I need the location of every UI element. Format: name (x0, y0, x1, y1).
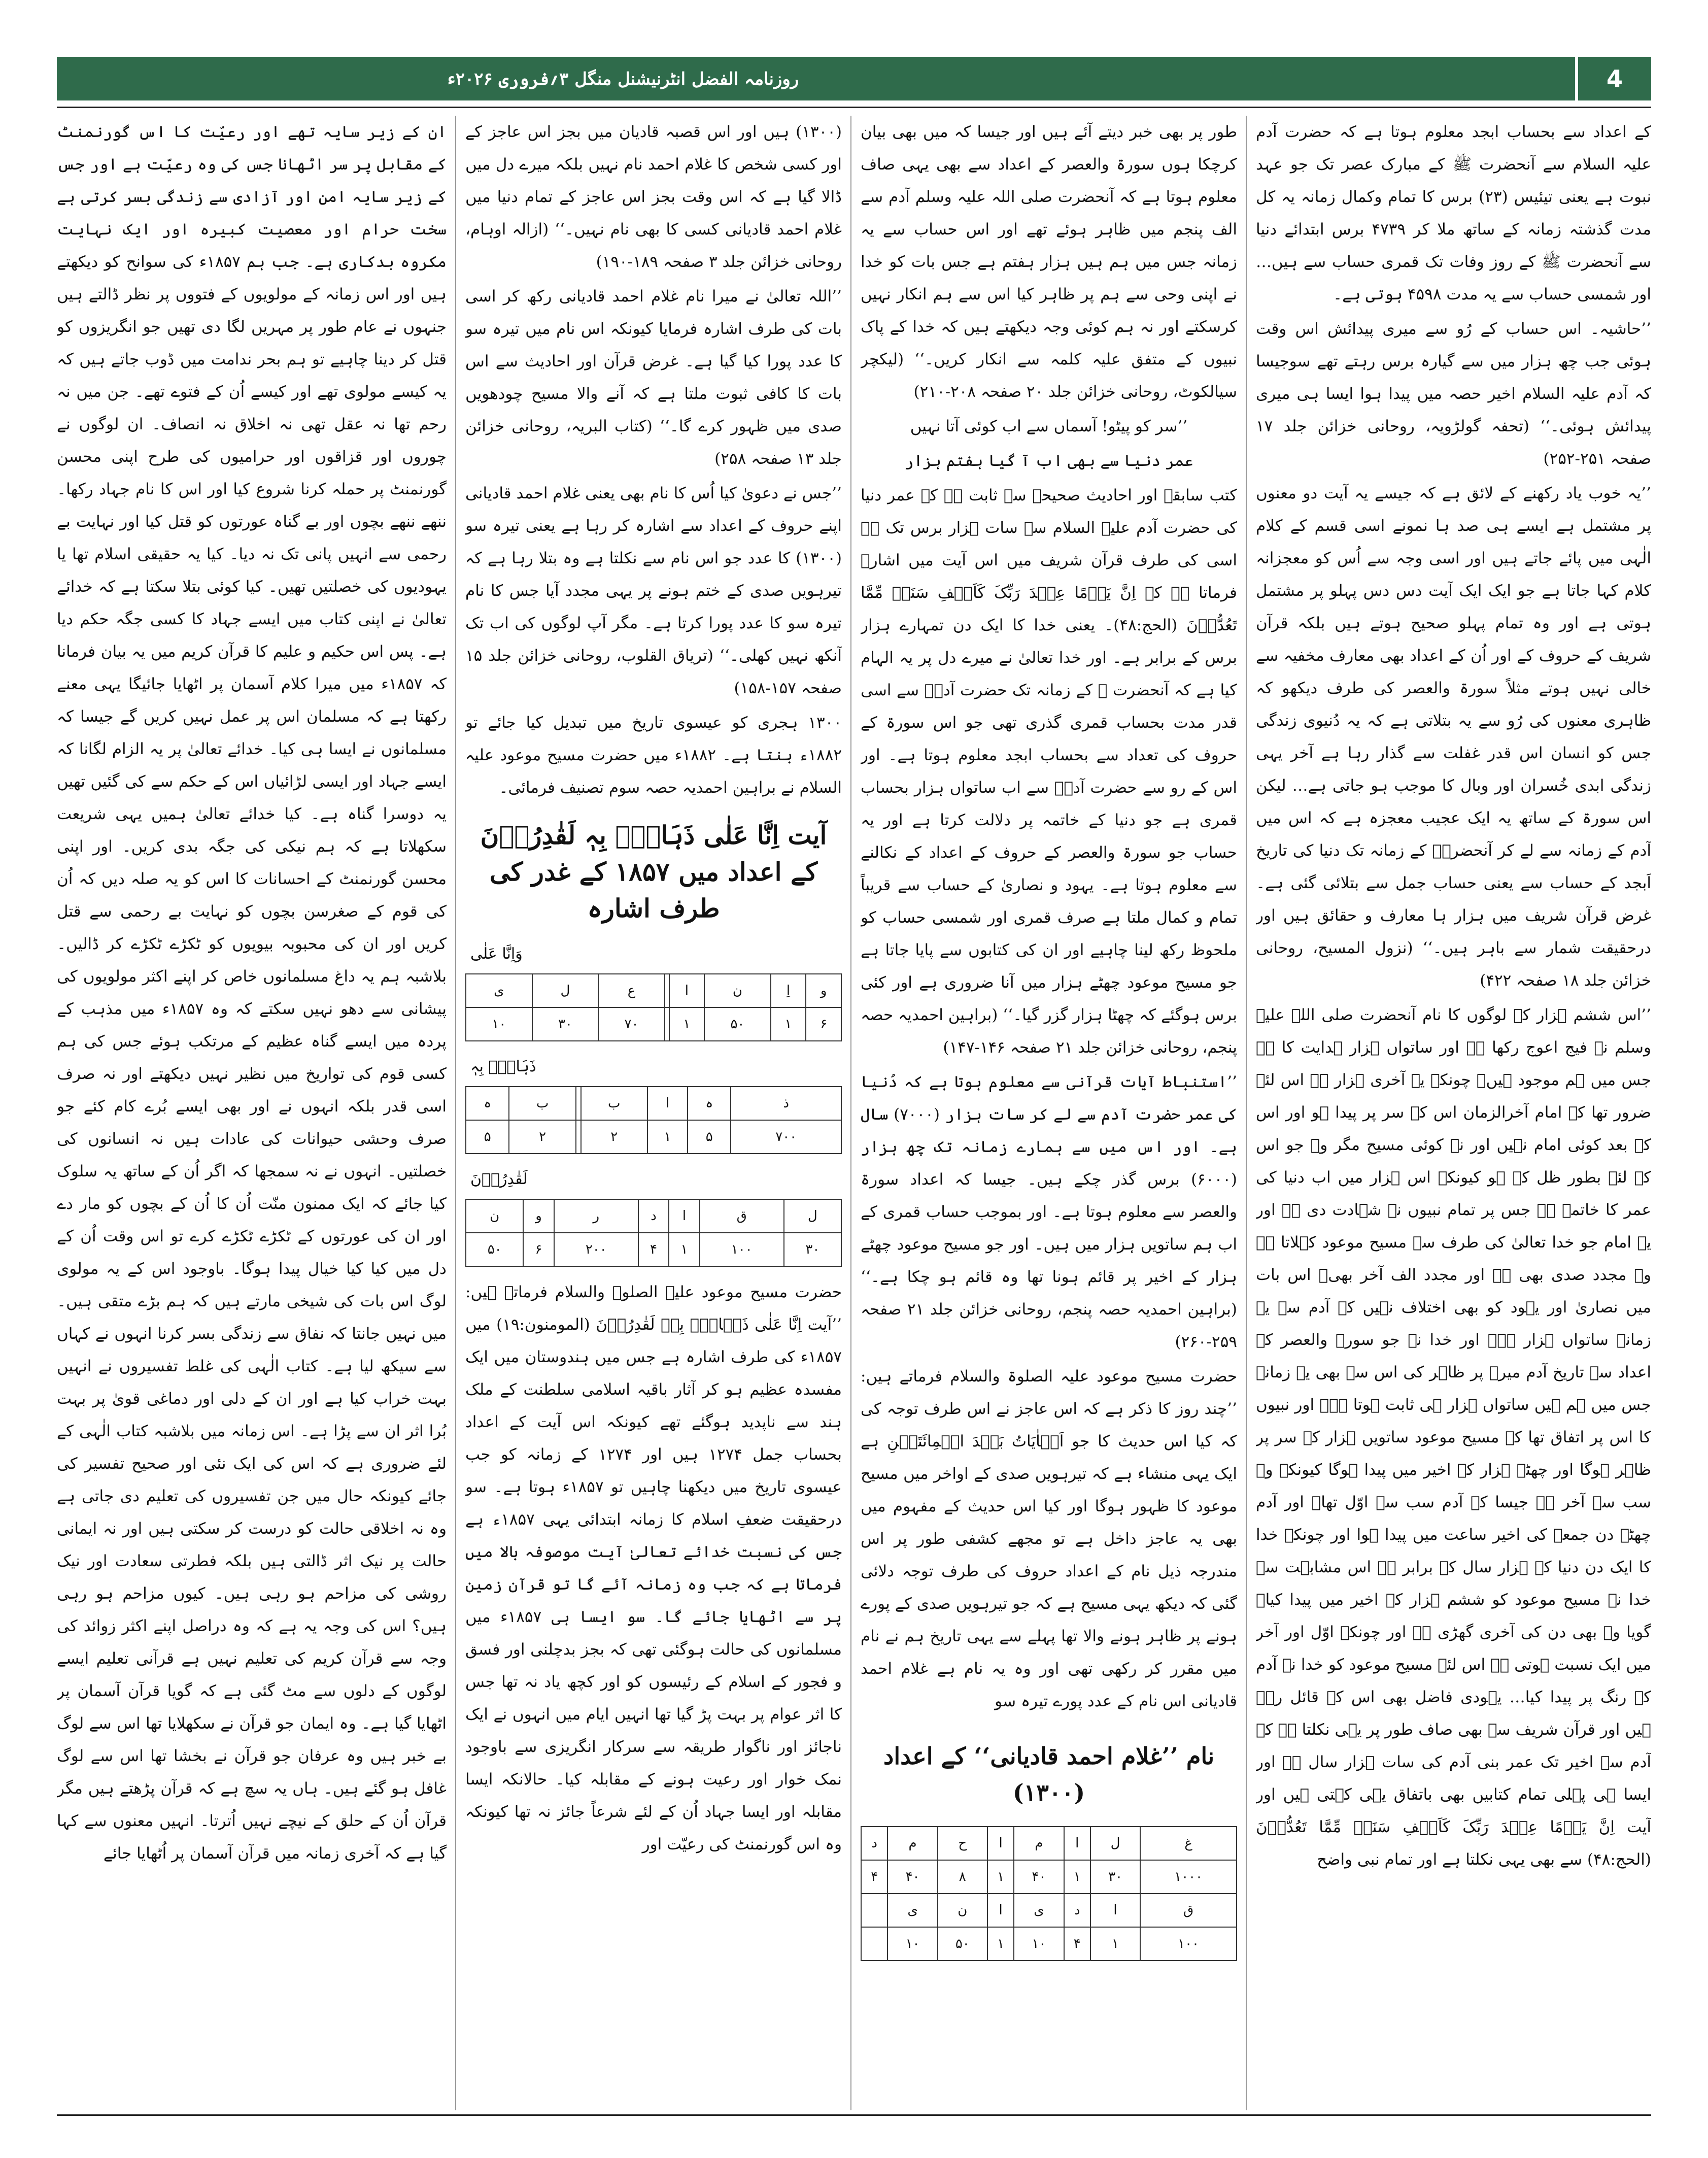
paragraph: ۱۳۰۰ ہجری کو عیسوی تاریخ میں تبدیل کیا جائے تو ۱۸۸۲ء بنتا ہے۔ ۱۸۸۲ء میں حضرت مسیح موعود علیہ السلام نے براہین احمدیہ حصہ سوم تصنیف فرمائی۔ (465, 714, 842, 797)
page-number: 4 (1575, 57, 1651, 100)
letter-cell: ع (598, 974, 665, 1007)
paragraph: ان کے زیر سایہ تھے اور رعیّت کا اس گورنمنٹ کے مقابل پر سر اٹھانا جس کی وہ رعیّت ہے اور جس کے زیر سایہ امن اور آزادی سے زندگی بسر کرتی ہے سخت حرام اور معصیت کبیرہ اور ایک نہایت مکروہ بدکاری ہے۔ جب ہم ۱۸۵۷ء کی سوانح کو دیکھتے ہیں اور اس زمانہ کے مولویوں کے فتووں پر نظر ڈالتے ہیں جنہوں نے عام طور پر مہریں لگا دی تھیں جو انگریزوں کو قتل کر دینا چاہیے تو ہم بحر ندامت میں ڈوب جاتے ہیں کہ یہ کیسے مولوی تھے اور کیسے اُن کے فتوے تھے۔ جن میں نہ رحم تھا نہ عقل تھی نہ اخلاق نہ انصاف۔ ان لوگوں نے چوروں اور قزاقوں اور حرامیوں کی طرح اپنی محسن گورنمنٹ پر حملہ کرنا شروع کیا اور اس کا نام جہاد رکھا۔ ننھے ننھے بچوں اور بے گناہ عورتوں کو قتل کیا اور نہایت بے رحمی سے انہیں پانی تک نہ دیا۔ کیا یہ حقیقی اسلام تھا یا یہودیوں کی خصلتیں تھیں۔ کیا کوئی بتلا سکتا ہے کہ خدائے تعالیٰ نے اپنی کتاب میں ایسے جہاد کا کسی جگہ حکم دیا ہے۔ پس اس حکیم و علیم کا قرآن کریم میں یہ بیان فرمانا کہ ۱۸۵۷ء میں میرا کلام آسمان پر اٹھایا جائیگا یہی معنے رکھتا ہے کہ مسلمان اس پر عمل نہیں کریں گے جیسا کہ مسلمانوں نے ایسا ہی کیا۔ خدائے تعالیٰ پر یہ الزام لگانا کہ ایسے جہاد اور ایسی لڑائیاں اس کے حکم سے کی گئیں تھیں یہ دوسرا گناہ ہے۔ کیا خدائے تعالیٰ ہمیں یہی شریعت سکھلاتا ہے کہ ہم نیکی کی جگہ بدی کریں۔ اور اپنی محسن گورنمنٹ کے احسانات کا اس کو یہ صلہ دیں کہ اُن کی قوم کے صغرسن بچوں کو نہایت بے رحمی سے قتل کریں اور ان کی محبوبہ بیویوں کو ٹکڑے ٹکڑے کر ڈالیں۔ بلاشبہ ہم یہ داغ مسلمانوں خاص کر اپنے اکثر مولویوں کی پیشانی سے دھو نہیں سکتے کہ وہ ۱۸۵۷ء میں مذہب کے پردہ میں ایسے گناہ عظیم کے مرتکب ہوئے جس کی ہم کسی قوم کی تواریخ میں نظیر نہیں دیکھتے اور نہ صرف اسی قدر بلکہ انہوں نے اور بھی ایسے بُرے کام کئے جو صرف وحشی حیوانات کی عادات ہیں نہ انسانوں کی خصلتیں۔ انہوں نے نہ سمجھا کہ اگر اُن کے ساتھ یہ سلوک کیا جائے کہ ایک ممنون منّت اُن کا اُن کے بچوں کو مار دے اور ان کی عورتوں کے ٹکڑے ٹکڑے کرے تو اس وقت اُن کے دل میں کیا کیا خیال پیدا ہوگا۔ باوجود اس کے یہ مولوی لوگ اس بات کی شیخی مارتے ہیں کہ ہم بڑے متقی ہیں۔ میں نہیں جانتا کہ نفاق سے زندگی بسر کرنا انہوں نے کہاں سے سیکھ لیا ہے۔ کتاب الٰہی کی غلط تفسیروں نے انہیں بہت خراب کیا ہے اور ان کے دلی اور دماغی قویٰ پر بہت بُرا اثر ان سے پڑا ہے۔ اس زمانہ میں بلاشبہ کتاب الٰہی کے لئے ضروری ہے کہ اس کی ایک نئی اور صحیح تفسیر کی جائے کیونکہ حال میں جن تفسیروں کی تعلیم دی جاتی ہے وہ نہ اخلاقی حالت کو درست کر سکتی ہیں اور نہ ایمانی حالت پر نیک اثر ڈالتی ہیں بلکہ فطرتی سعادت اور نیک روشی کی مزاحم ہو رہی ہیں۔ کیوں مزاحم ہو رہی ہیں؟ اس کی وجہ یہ ہے کہ وہ دراصل اپنے اکثر زوائد کی وجہ سے قرآن کریم کی تعلیم نہیں ہے قرآنی تعلیم ایسے لوگوں کے دلوں سے مٹ گئی ہے کہ گویا قرآن آسمان پر اٹھایا گیا ہے۔ وہ ایمان جو قرآن نے سکھلایا تھا اس سے لوگ بے خبر ہیں وہ عرفان جو قرآن نے بخشا تھا اس سے لوگ غافل ہو گئے ہیں۔ ہاں یہ سچ ہے کہ قرآن پڑھتے ہیں مگر قرآن اُن کے حلق کے نیچے نہیں اُترتا۔ انہیں معنوں سے کہا گیا ہے کہ آخری زمانہ میں قرآن آسمان پر اُٹھایا جائے (57, 123, 447, 1863)
bottom-rule (57, 2114, 1651, 2116)
letter-cell: ا (1090, 1894, 1140, 1927)
letter-cell: ا (669, 974, 705, 1007)
abjad-table-laqadiroon (465, 1199, 842, 1267)
value-cell: ۲ (581, 1120, 647, 1154)
paragraph: ’’حاشیہ۔ اس حساب کے رُو سے میری پیدائش اس وقت ہوئی جب چھ ہزار میں سے گیارہ برس رہتے تھے سوجیسا کہ آدم علیہ السلام اخیر حصہ میں پیدا ہوا ایسا ہی میری پیدائش ہوئی۔‘‘ (تحفہ گولڑویہ، روحانی خزائن جلد ۱۷ صفحہ ۲۵۱-۲۵۲) (1256, 320, 1651, 468)
value-cell: ۵ (688, 1120, 731, 1154)
letter-cell: ح (938, 1827, 987, 1860)
paragraph: طور پر بھی خبر دیتے آئے ہیں اور جیسا کہ میں بھی بیان کرچکا ہوں سورۃ والعصر کے اعداد سے بھی یہی صاف معلوم ہوتا ہے کہ آنحضرت صلی اللہ علیہ وسلم آدم سے الف پنجم میں ظاہر ہوئے تھے اور اس حساب سے یہ زمانہ جس میں ہم ہیں ہزار ہفتم ہے جس بات کو خدا نے اپنی وحی سے ہم پر ظاہر کیا اس سے ہم انکار نہیں کرسکتے اور نہ ہم کوئی وجہ دیکھتے ہیں کہ خدا کے پاک نبیوں کے متفق علیہ کلمہ سے انکار کریں۔‘‘ (لیکچر سیالکوٹ، روحانی خزائن جلد ۲۰ صفحہ ۲۰۸-۲۱۰) (861, 123, 1237, 401)
paragraph: کتب سابقہ اور احادیث صحیحہ سے ثابت ہے کہ عمر دنیا کی حضرت آدم علیہ السلام سے سات ہزار برس تک ہے اسی کی طرف قرآن شریف میں اس آیت میں اشارہ فرماتا ہے کہ اِنَّ یَوۡمًا عِنۡدَ رَبِّکَ کَاَلۡفِ سَنَۃٍ مِّمَّا تَعُدُّوۡنَ (الحج:۴۸)۔ یعنی خدا کا ایک دن تمہارے ہزار برس کے برابر ہے۔ اور خدا تعالیٰ نے میرے دل پر یہ الہام کیا ہے کہ آنحضرت ﷺ کے زمانہ تک حضرت آدمؑ سے اسی قدر مدت بحساب قمری گذری تھی جو اس سورۃ کے حروف کی تعداد سے بحساب ابجد معلوم ہوتا ہے۔ اور اس کے رو سے حضرت آدمؑ سے اب ساتواں ہزار بحساب قمری ہے جو دنیا کے خاتمہ پر دلالت کرتا ہے اور یہ حساب جو سورۃ والعصر کے حروف کے اعداد کے نکالنے سے معلوم ہوتا ہے۔ یہود و نصاریٰ کے حساب سے قریباً تمام و کمال ملتا ہے صرف قمری اور شمسی حساب کو ملحوظ رکھ لینا چاہیے اور ان کی کتابوں سے پایا جاتا ہے جو مسیح موعود چھٹے ہزار میں آنا ضروری ہے اور کئی برس ہوگئے کہ چھٹا ہزار گزر گیا۔‘‘ (براہین احمدیہ حصہ پنجم، روحانی خزائن جلد ۲۱ صفحہ ۱۴۶-۱۴۷) (861, 486, 1237, 1057)
letter-cell: ن (704, 974, 771, 1007)
value-cell: ۱۰ (887, 1927, 937, 1961)
letter-cell: ب (581, 1087, 647, 1120)
value-cell: ۵۰ (704, 1007, 771, 1041)
value-cell: ۶ (523, 1233, 554, 1266)
letter-cell: د (638, 1199, 669, 1233)
masthead: روزنامہ الفضل انٹرنیشنل منگل ۳؍فروری ۲۰۲۶ء (447, 69, 799, 89)
top-rule (57, 107, 1651, 108)
letter-cell: ا (987, 1827, 1014, 1860)
value-cell: ۱ (771, 1007, 806, 1041)
section-heading-1857: آیت اِنَّا عَلٰی ذَہَابٍۭ بِہٖ لَقٰدِرُوۡنَ کے اعداد میں ۱۸۵۷ کے غدر کی طرف اشارہ (480, 820, 827, 923)
paragraph: ’’استنباط آیات قرآنی سے معلوم ہوتا ہے کہ دُنیا کی عمر حضرت آدم سے لے کر سات ہزار (۷۰۰۰) سال ہے۔ اور اس میں سے ہمارے زمانہ تک چھ ہزار (۶۰۰۰) برس گذر چکے ہیں۔ جیسا کہ اعداد سورۃ والعصر سے معلوم ہوتا ہے۔ اور بموجب حساب قمری کے اب ہم ساتویں ہزار میں ہیں۔ اور جو مسیح موعود چھٹے ہزار کے اخیر پر قائم ہونا تھا وہ قائم ہو چکا ہے۔‘‘ (براہین احمدیہ حصہ پنجم، روحانی خزائن جلد ۲۱ صفحہ ۲۵۹-۲۶۰) (861, 1073, 1237, 1351)
value-cell: ۱ (987, 1927, 1014, 1961)
page-header (57, 57, 1651, 100)
value-cell: ۸ (938, 1860, 987, 1894)
value-cell: ۴ (638, 1233, 669, 1266)
paragraph: حضرت مسیح موعود علیہ الصلوۃ والسلام فرماتے ہیں: ’’چند روز کا ذکر ہے کہ اس عاجز نے اس طرف توجہ کی کہ کیا اس حدیث کا جو اَلۡاٰیَاتُ بَعۡدَ الۡمِائَتَیۡنِ ہے ایک یہی منشاء ہے کہ تیرہویں صدی کے اواخر میں مسیح موعود کا ظہور ہوگا اور کیا اس حدیث کے مفہوم میں بھی یہ عاجز داخل ہے تو مجھے کشفی طور پر اس مندرجہ ذیل نام کے اعداد حروف کی طرف توجہ دلائی گئی کہ دیکھ یہی مسیح ہے کہ جو تیرہویں صدی کے پورے ہونے پر ظاہر ہونے والا تھا پہلے سے یہی تاریخ ہم نے نام میں مقرر کر رکھی تھی اور وہ یہ نام ہے غلام احمد قادیانی اس نام کے عدد پورے تیرہ سو (861, 1367, 1237, 1710)
value-cell: ۴ (861, 1860, 887, 1894)
letter-cell: ن (466, 1199, 523, 1233)
letter-cell: ی (887, 1894, 937, 1927)
letter-cell: ی (466, 974, 532, 1007)
letter-cell: ل (1090, 1827, 1140, 1860)
value-cell: ۴۰ (1014, 1860, 1064, 1894)
letter-cell: ل (532, 974, 599, 1007)
value-cell: ۱۰۰ (1140, 1927, 1237, 1961)
value-cell: ۶ (806, 1007, 841, 1041)
letter-cell (665, 974, 669, 1007)
paragraph: ’’یہ خوب یاد رکھنے کے لائق ہے کہ جیسے یہ آیت دو معنوں پر مشتمل ہے ایسے ہی صد ہا نمونے اسی قسم کے کلام الٰہی میں پائے جاتے ہیں اور اسی وجہ سے اُس کو معجزانہ کلام کہا جاتا ہے جو ایک ایک آیت دس دس پہلو پر مشتمل ہوتی ہے اور وہ تمام پہلو صحیح ہوتے ہیں بلکہ قرآن شریف کے حروف کے اور اُن کے اعداد بھی معارف مخفیہ سے خالی نہیں ہوتے مثلاً سورۃ والعصر کی طرف دیکھو کہ ظاہری معنوں کی رُو سے یہ بتلاتی ہے کہ یہ دُنیوی زندگی جس کو انسان اس قدر غفلت سے گذار رہا ہے آخر یہی زندگی ابدی خُسران اور وبال کا موجب ہو جاتی ہے… لیکن اس سورۃ کے ساتھ یہ ایک عجیب معجزہ ہے کہ اس میں آدم کے زمانہ سے لے کر آنحضرتؐ کے زمانہ تک دنیا کی تاریخ اَبجد کے حساب سے یعنی حساب جمل سے بتلائی گئی ہے۔غرض قرآن شریف میں ہزار ہا معارف و حقائق ہیں اور درحقیقت شمار سے باہر ہیں۔‘‘ (نزول المسیح، روحانی خزائن جلد ۱۸ صفحہ ۴۲۲) (1256, 484, 1651, 990)
value-cell: ۵ (466, 1120, 509, 1154)
table-label: ذَہَابٍۭ بِہٖ (470, 1058, 536, 1075)
value-cell: ۱۰۰۰ (1140, 1860, 1237, 1894)
letter-cell: ق (1140, 1894, 1237, 1927)
letter-cell: اِ (771, 974, 806, 1007)
paragraph: (۱۳۰۰) ہیں اور اس قصبہ قادیان میں بجز اس عاجز کے اور کسی شخص کا غلام احمد نام نہیں بلکہ میرے دل میں ڈالا گیا ہے کہ اس وقت بجز اس عاجز کے تمام دنیا میں غلام احمد قادیانی کسی کا بھی نام نہیں۔‘‘ (ازالہ اوہام، روحانی خزائن جلد ۳ صفحہ ۱۸۹-۱۹۰) (465, 123, 842, 271)
article-column-4 (57, 116, 447, 2110)
letter-cell: ذ (731, 1087, 841, 1120)
value-cell: ۱ (1064, 1860, 1090, 1894)
table-label: لَقٰدِرُوۡنَ (470, 1170, 528, 1188)
value-cell: ۱ (669, 1007, 705, 1041)
letter-cell: ہ (466, 1087, 509, 1120)
value-cell (861, 1927, 887, 1961)
value-cell: ۱۰۰ (700, 1233, 784, 1266)
value-cell: ۱ (1090, 1927, 1140, 1961)
value-cell: ۲۰۰ (554, 1233, 638, 1266)
letter-cell: ا (669, 1199, 699, 1233)
letter-cell (861, 1894, 887, 1927)
letter-cell: غ (1140, 1827, 1237, 1860)
letter-cell: ل (784, 1199, 841, 1233)
value-cell (665, 1007, 669, 1041)
letter-cell: ا (1064, 1827, 1090, 1860)
abjad-table-dhahabin-bihi (465, 1086, 842, 1154)
letter-cell: د (861, 1827, 887, 1860)
letter-cell: و (806, 974, 841, 1007)
letter-cell: ی (1014, 1894, 1064, 1927)
value-cell: ۱ (669, 1233, 699, 1266)
letter-cell: ا (647, 1087, 688, 1120)
value-cell: ۳۰ (532, 1007, 599, 1041)
letter-cell (576, 1087, 581, 1120)
letter-cell: د (1064, 1894, 1090, 1927)
value-cell: ۱ (647, 1120, 688, 1154)
value-cell: ۳۰ (1090, 1860, 1140, 1894)
poem-verse: ’’سر کو پیٹو! آسماں سے اب کوئی آتا نہیں (910, 417, 1188, 435)
value-cell: ۳۰ (784, 1233, 841, 1266)
value-cell: ۱ (987, 1860, 1014, 1894)
value-cell: ۱۰ (1014, 1927, 1064, 1961)
column-separator (850, 116, 851, 2110)
letter-cell: م (1014, 1827, 1064, 1860)
paragraph: کے اعداد سے بحساب ابجد معلوم ہوتا ہے کہ حضرت آدم علیہ السلام سے آنحضرت ﷺ کے مبارک عصر تک جو عہد نبوت ہے یعنی تیئیس (۲۳) برس کا تمام وکمال زمانہ یہ کل مدت گذشتہ زمانہ کے ساتھ ملا کر ۴۷۳۹ برس ابتدائے دنیا سے آنحضرت ﷺ کے روز وفات تک قمری حساب سے ہیں… اور شمسی حساب سے یہ مدت ۴۵۹۸ ہوتی ہے۔ (1256, 123, 1651, 304)
value-cell: ۱۰ (466, 1007, 532, 1041)
table-label: وَاِنَّا عَلٰی (470, 945, 523, 963)
paragraph: حضرت مسیح موعود علیہ الصلوۃ والسلام فرماتے ہیں: ’’آیت اِنَّا عَلٰی ذَہَابٍۭ بِہٖ لَقٰدِرُوۡنَ (المومنون:۱۹) میں ۱۸۵۷ء کی طرف اشارہ ہے جس میں ہندوستان میں ایک مفسدہ عظیم ہو کر آثار باقیہ اسلامی سلطنت کے ملک ہند سے ناپدید ہوگئے تھے کیونکہ اس آیت کے اعداد بحساب جمل ۱۲۷۴ ہیں اور ۱۲۷۴ کے زمانہ کو جب عیسوی تاریخ میں دیکھنا چاہیں تو ۱۸۵۷ء ہوتا ہے۔ سو درحقیقت ضعفِ اسلام کا زمانہ ابتدائی یہی ۱۸۵۷ء ہے جس کی نسبت خدائے تعالیٰ آیت موصوفہ بالا میں فرماتا ہے کہ جب وہ زمانہ آئے گا تو قرآن زمین پر سے اٹھایا جائے گا۔ سو ایسا ہی ۱۸۵۷ء میں مسلمانوں کی حالت ہوگئی تھی کہ بجز بدچلنی اور فسق و فجور کے اسلام کے رئیسوں کو اور کچھ یاد نہ تھا جس کا اثر عوام پر بہت پڑ گیا تھا انہیں ایام میں انہوں نے ایک ناجائز اور ناگوار طریقہ سے سرکار انگریزی سے باوجود نمک خوار اور رعیت ہونے کے مقابلہ کیا۔ حالانکہ ایسا مقابلہ اور ایسا جہاد اُن کے لئے شرعاً جائز نہ تھا کیونکہ وہ اس گورنمنٹ کی رعیّت اور (465, 1283, 842, 1853)
letter-cell: ر (554, 1199, 638, 1233)
article-column-3 (465, 116, 842, 2110)
value-cell: ۵۰ (466, 1233, 523, 1266)
value-cell (576, 1120, 581, 1154)
letter-cell: ا (987, 1894, 1014, 1927)
column-separator (455, 116, 456, 2110)
paragraph: ’’اللہ تعالیٰ نے میرا نام غلام احمد قادیانی رکھ کر اسی بات کی طرف اشارہ فرمایا کیونکہ اس نام میں تیرہ سو کا عدد پورا کیا گیا ہے۔ غرض قرآن اور احادیث سے اس بات کا کافی ثبوت ملتا ہے کہ آنے والا مسیح چودھویں صدی میں ظہور کرے گا۔‘‘ (کتاب البریہ، روحانی خزائن جلد ۱۳ صفحہ ۲۵۸) (465, 287, 842, 468)
letter-cell: ن (938, 1894, 987, 1927)
letter-cell: و (523, 1199, 554, 1233)
abjad-table-wa-inna-ala (465, 973, 842, 1041)
value-cell: ۵۰ (938, 1927, 987, 1961)
poem-verse: عمر دنیا سے بھی اب آ گیا ہفتم ہزار (904, 452, 1193, 470)
letter-cell: ق (700, 1199, 784, 1233)
value-cell: ۷۰ (598, 1007, 665, 1041)
letter-cell: م (887, 1827, 937, 1860)
value-cell: ۷۰۰ (731, 1120, 841, 1154)
paragraph: ’’اس ششم ہزار کے لوگوں کا نام آنحضرت صلی اللہ علیہ وسلم نے فیج اعوج رکھا ہے اور ساتواں ہزار ہدایت کا ہے جس میں ہم موجود ہیں۔ چونکہ یہ آخری ہزار ہے اس لئے ضرور تھا کہ امام آخرالزمان اس کے سر پر پیدا ہو اور اس کے بعد کوئی امام نہیں اور نہ کوئی مسیح مگر وہ جو اس کے لئے بطور ظل کے ہو کیونکہ اس ہزار میں اب دنیا کی عمر کا خاتمہ ہے جس پر تمام نبیوں نے شہادت دی ہے اور یہ امام جو خدا تعالیٰ کی طرف سے مسیح موعود کہلاتا ہے وہ مجدد صدی بھی ہے اور مجدد الف آخر بھی۔ اس بات میں نصاریٰ اور یہود کو بھی اختلاف نہیں کہ آدم سے یہ زمانہ ساتواں ہزار ہے۔ اور خدا نے جو سورۃ والعصر کے اعداد سے تاریخ آدم میرے پر ظاہر کی اس سے بھی یہ زمانہ جس میں ہم ہیں ساتواں ہزار ہی ثابت ہوتا ہے۔ اور نبیوں کا اس پر اتفاق تھا کہ مسیح موعود ساتویں ہزار کے سر پر ظاہر ہوگا اور چھٹے ہزار کے اخیر میں پیدا ہوگا کیونکہ وہ سب سے آخر ہے جیسا کہ آدم سب سے اوّل تھا۔ اور آدم چھٹے دن جمعہ کی اخیر ساعت میں پیدا ہوا اور چونکہ خدا کا ایک دن دنیا کے ہزار سال کے برابر ہے اس مشابہت سے خدا نے مسیح موعود کو ششم ہزار کے اخیر میں پیدا کیا۔ گویا وہ بھی دن کی آخری گھڑی ہے اور چونکہ اوّل اور آخر میں ایک نسبت ہوتی ہے اس لئے مسیح موعود کو خدا نے آدم کے رنگ پر پیدا کیا… یہودی فاضل بھی اس کے قائل رہے ہیں اور قرآن شریف سے بھی صاف طور پر یہی نکلتا ہے کہ آدم سے اخیر تک عمر بنی آدم کی سات ہزار سال ہے اور ایسا ہی پہلی تمام کتابیں بھی باتفاق یہی کہتی ہیں اور آیت اِنَّ یَوۡمًا عِنۡدَ رَبِّکَ کَاَلۡفِ سَنَۃٍ مِّمَّا تَعُدُّوۡنَ (الحج:۴۸) سے بھی یہی نکلتا ہے اور تمام نبی واضح (1256, 1006, 1651, 1869)
value-cell: ۴۰ (887, 1860, 937, 1894)
column-separator (1246, 116, 1247, 2110)
paragraph: ’’جس نے دعویٰ کیا اُس کا نام بھی یعنی غلام احمد قادیانی اپنے حروف کے اعداد سے اشارہ کر رہا ہے یعنی تیرہ سو (۱۳۰۰) کا عدد جو اس نام سے نکلتا ہے وہ بتلا رہا ہے کہ تیرہویں صدی کے ختم ہونے پر یہی مجدد آیا جس کا نام تیرہ سو کا عدد پورا کرتا ہے۔ مگر آپ لوگوں کی اب تک آنکھ نہیں کھلی۔‘‘ (تریاق القلوب، روحانی خزائن جلد ۱۵ صفحہ ۱۵۷-۱۵۸) (465, 484, 842, 697)
value-cell: ۲ (509, 1120, 575, 1154)
letter-cell: ہ (688, 1087, 731, 1120)
article-column-1 (1256, 116, 1651, 2110)
abjad-table-ghulam-ahmad-qadiani (861, 1826, 1237, 1961)
value-cell: ۴ (1064, 1927, 1090, 1961)
letter-cell: ب (509, 1087, 575, 1120)
article-column-2 (861, 116, 1237, 2110)
section-heading-name-abjad: نام ’’غلام احمد قادیانی‘‘ کے اعداد (۱۳۰۰) (883, 1742, 1215, 1806)
